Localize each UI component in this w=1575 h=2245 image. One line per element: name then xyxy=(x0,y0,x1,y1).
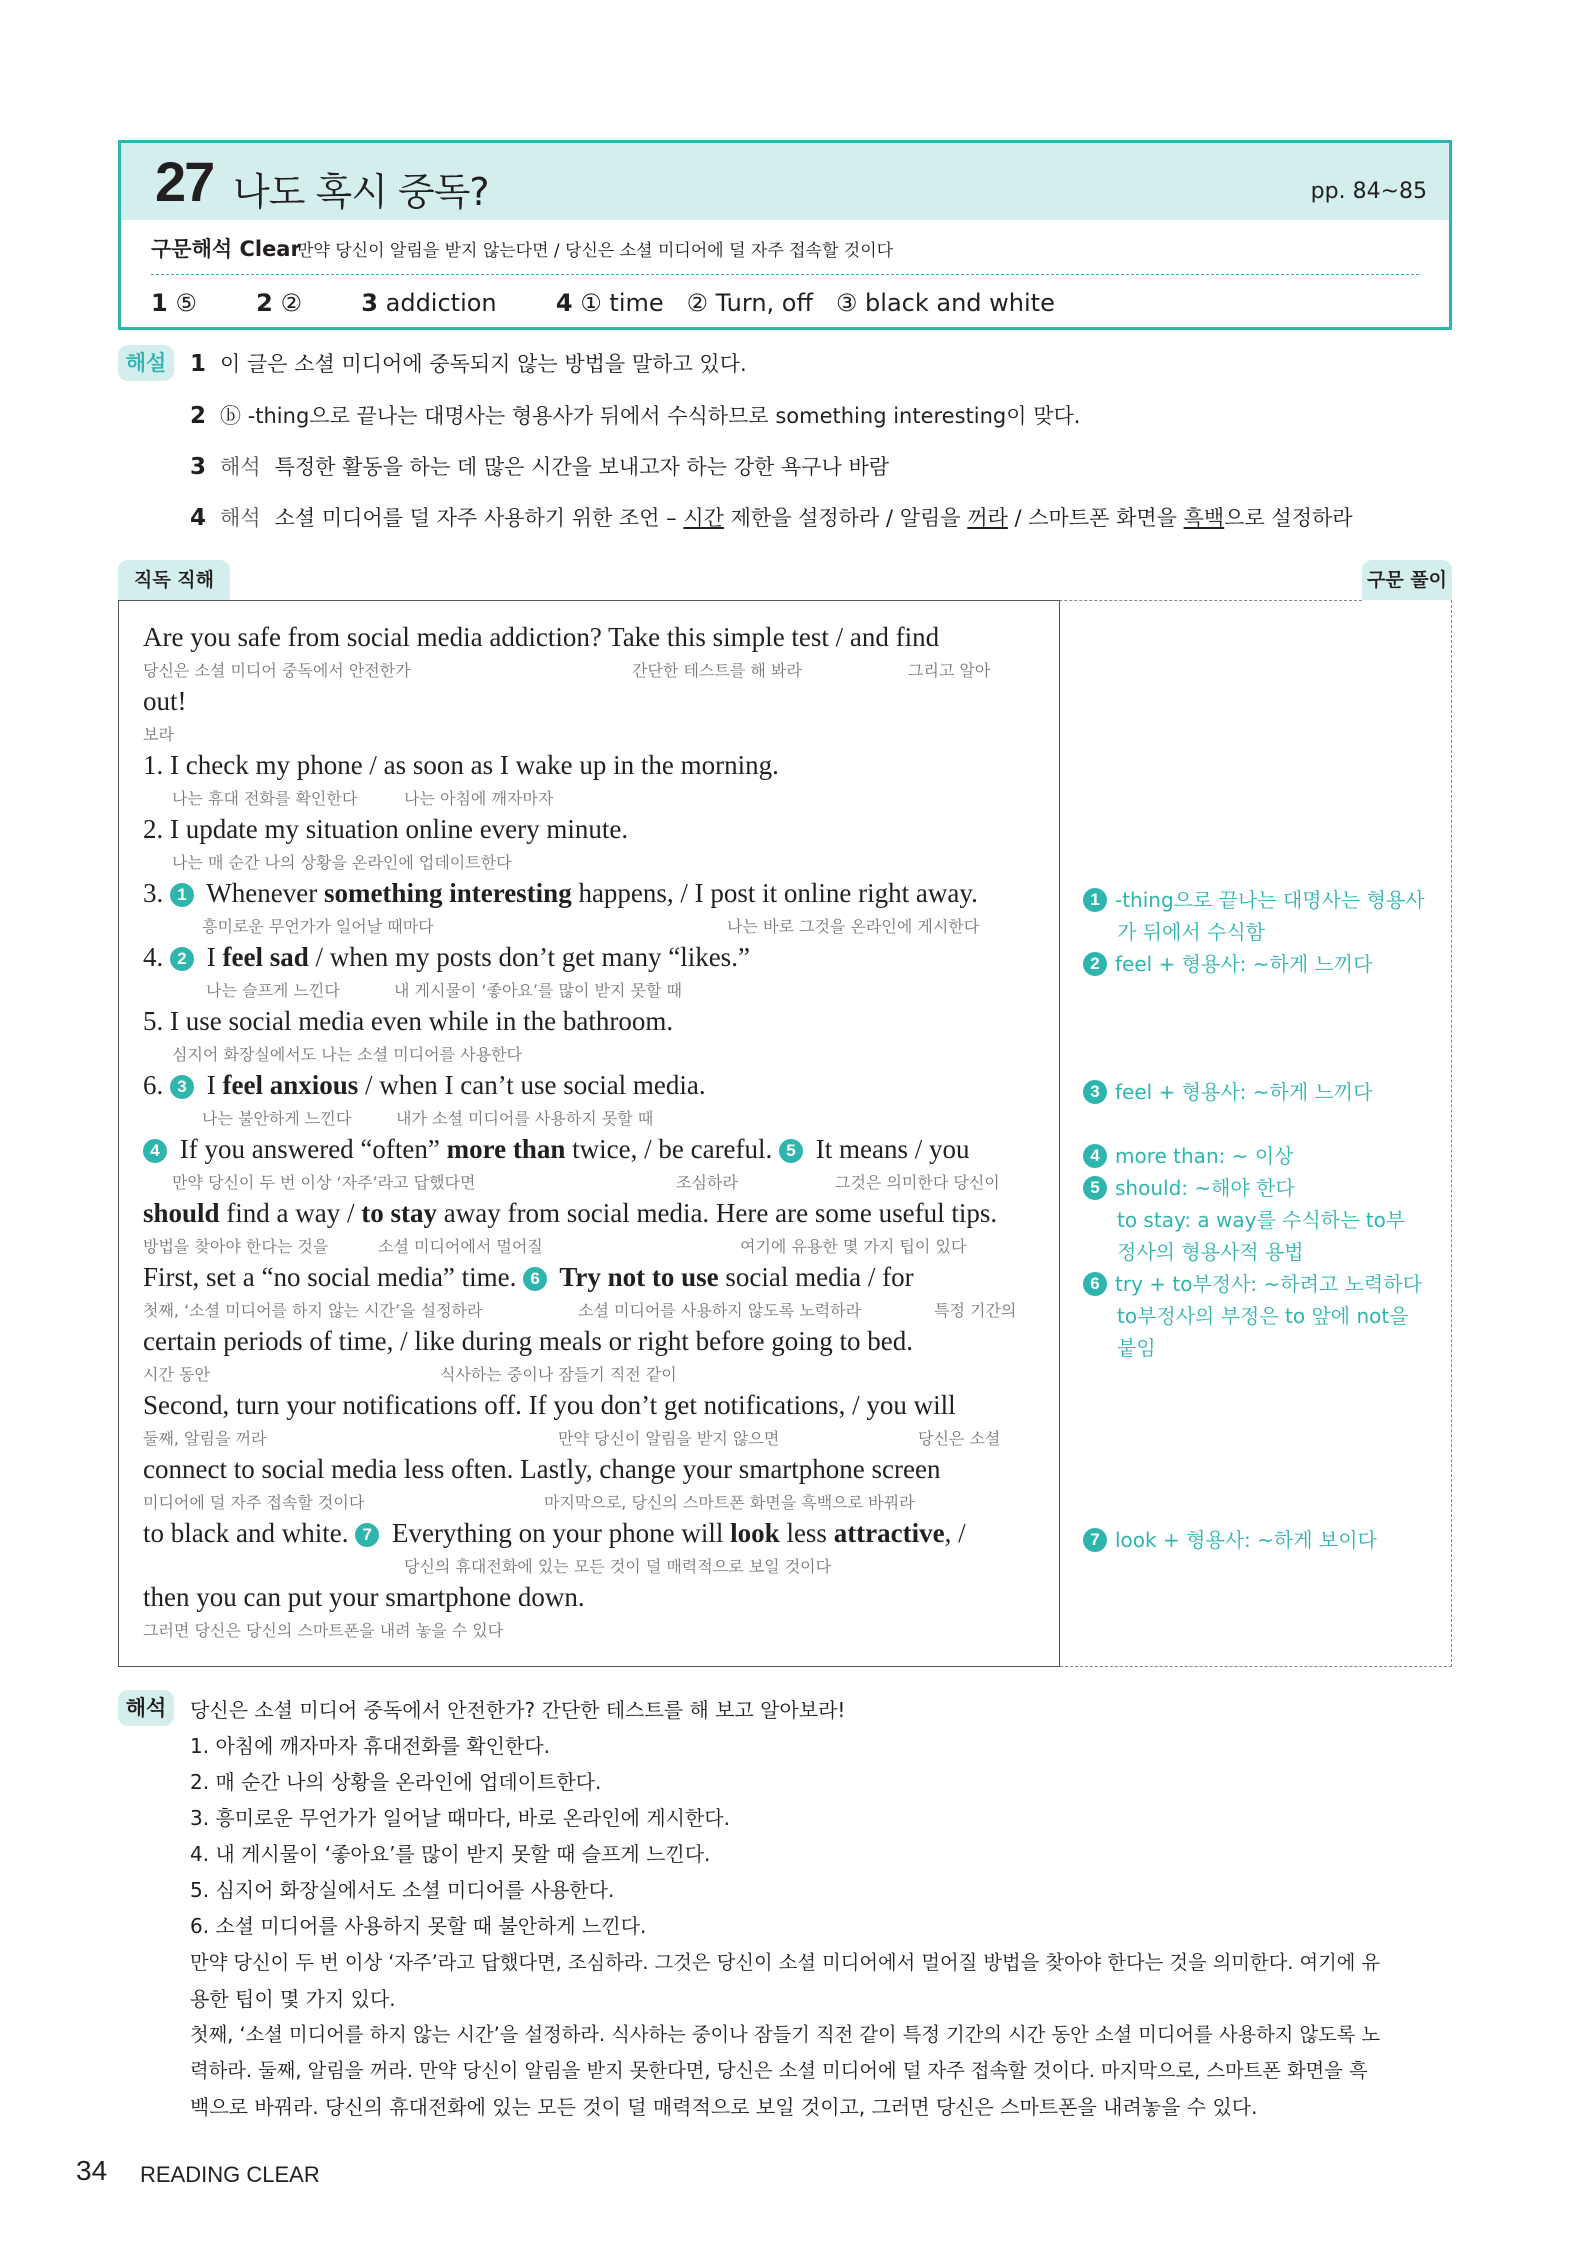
translation-line: 용한 팁이 몇 가지 있다. xyxy=(190,1987,396,2011)
passage-line: then you can put your smartphone down. xyxy=(143,1582,585,1612)
syntax-note xyxy=(1083,1076,1372,1108)
gloss: 당신은 소셜 미디어 중독에서 안전한가 xyxy=(143,661,411,680)
passage-text: twice, / be careful. xyxy=(565,1134,780,1164)
notes-box xyxy=(1060,600,1452,1667)
gloss: 소셜 미디어에서 멀어질 xyxy=(378,1237,543,1256)
answer-num: 1 xyxy=(151,289,168,317)
answer-num: 4 xyxy=(555,289,573,317)
answer-blank: 흑백 xyxy=(1183,506,1225,530)
gloss: 특정 기간의 xyxy=(934,1301,1017,1320)
tab-direct-reading: 직독 직해 xyxy=(118,560,230,600)
note-marker: 4 xyxy=(143,1139,167,1163)
gloss: 여기에 유용한 몇 가지 팁이 있다 xyxy=(740,1237,967,1256)
unit-title-bar xyxy=(121,143,1449,220)
explanation-num: 1 xyxy=(190,351,207,377)
gloss: 나는 휴대 전화를 확인한다 xyxy=(172,789,358,808)
passage-text: Whenever xyxy=(200,878,324,908)
key-phrase: Try not to use xyxy=(553,1262,719,1292)
passage-line: connect to social media less often. Lastly, change your smartphone screen xyxy=(143,1454,941,1484)
gloss: 보라 xyxy=(143,725,174,744)
translation-line: 1. 아침에 깨자마자 휴대전화를 확인한다. xyxy=(190,1734,550,1758)
passage-text: away from social media. Here are some useful tips. xyxy=(437,1198,998,1228)
gloss: 그러면 당신은 당신의 스마트폰을 내려 놓을 수 있다 xyxy=(143,1621,504,1640)
key-phrase: look xyxy=(730,1518,780,1548)
passage-line: Are you safe from social media addiction? Take this simple test / and find xyxy=(143,622,940,652)
gloss: 방법을 찾아야 한다는 것을 xyxy=(143,1237,329,1256)
answer-value: ① time ② Turn, off ③ black and white xyxy=(580,289,1055,317)
passage-line: out! xyxy=(143,686,187,716)
note-marker: 5 xyxy=(779,1139,803,1163)
answer-blank: 꺼라 xyxy=(967,506,1008,530)
passage-text: I xyxy=(200,1070,223,1100)
passage-text: It means / you xyxy=(809,1134,970,1164)
passage-text: I xyxy=(200,942,223,972)
note-text: feel + 형용사: ~하게 느끼다 xyxy=(1115,952,1373,976)
gloss: 소셜 미디어를 사용하지 않도록 노력하라 xyxy=(578,1301,862,1320)
note-marker: 1 xyxy=(170,883,194,907)
passage-line: 1. I check my phone / as soon as I wake up in the morning. xyxy=(143,750,779,780)
note-marker: 2 xyxy=(1083,952,1107,976)
passage-text: / when my posts don’t get many “likes.” xyxy=(308,942,750,972)
note-text: look + 형용사: ~하게 보이다 xyxy=(1115,1528,1377,1552)
syntax-note xyxy=(1083,884,1425,948)
passage-line xyxy=(143,1518,966,1549)
passage-line: 5. I use social media even while in the bathroom. xyxy=(143,1006,674,1036)
passage-line: certain periods of time, / like during meals or right before going to bed. xyxy=(143,1326,914,1356)
passage-line xyxy=(143,942,750,973)
gloss: 조심하라 xyxy=(676,1173,738,1192)
key-phrase: feel sad xyxy=(222,942,309,972)
gloss: 나는 매 순간 나의 상황을 온라인에 업데이트한다 xyxy=(172,853,512,872)
header-divider xyxy=(151,274,1419,275)
gloss: 당신의 휴대전화에 있는 모든 것이 덜 매력적으로 보일 것이다 xyxy=(404,1557,832,1576)
explanation-line xyxy=(190,348,747,378)
translation-line: 력하라. 둘째, 알림을 꺼라. 만약 당신이 알림을 받지 못한다면, 당신은 소셜 미디어에 덜 자주 접속할 것이다. 마지막으로, 스마트폰 화면을 흑 xyxy=(190,2059,1368,2082)
gloss: 나는 아침에 깨자마자 xyxy=(404,789,554,808)
translation-line: 당신은 소셜 미디어 중독에서 안전한가? 간단한 테스트를 해 보고 알아보라! xyxy=(190,1698,846,1722)
note-text: to stay: a way를 수식하는 to부 xyxy=(1117,1208,1406,1232)
translation-line: 백으로 바꿔라. 당신의 휴대전화에 있는 모든 것이 덜 매력적으로 보일 것이고, 그러면 당신은 스마트폰을 내려놓을 수 있다. xyxy=(190,2095,1258,2119)
gloss: 미디어에 덜 자주 접속할 것이다 xyxy=(143,1493,365,1512)
explanation-num: 2 xyxy=(190,403,207,429)
answer-num: 2 xyxy=(256,289,273,317)
syntax-note xyxy=(1083,1140,1293,1172)
syntax-note xyxy=(1083,948,1372,980)
translation-line: 6. 소셜 미디어를 사용하지 못할 때 불안하게 느낀다. xyxy=(190,1914,647,1938)
translation-line: 2. 매 순간 나의 상황을 온라인에 업데이트한다. xyxy=(190,1770,602,1794)
translation-label: 해석 xyxy=(220,506,261,530)
explanation-text: 으로 설정하라 xyxy=(1224,506,1353,530)
answer-num: 3 xyxy=(361,289,378,317)
passage-text: If you answered “often” xyxy=(173,1134,447,1164)
passage-text: to black and white. xyxy=(143,1518,356,1548)
gloss: 그리고 알아 xyxy=(908,661,991,680)
gloss: 만약 당신이 두 번 이상 ‘자주’라고 답했다면 xyxy=(172,1173,476,1192)
gloss: 내가 소셜 미디어를 사용하지 못할 때 xyxy=(396,1109,654,1128)
note-marker: 1 xyxy=(1083,888,1107,912)
note-marker: 6 xyxy=(523,1267,547,1291)
key-phrase: feel anxious xyxy=(222,1070,359,1100)
explanation-text: 이 글은 소셜 미디어에 중독되지 않는 방법을 말하고 있다. xyxy=(220,352,747,376)
note-marker: 7 xyxy=(355,1523,379,1547)
note-marker: 6 xyxy=(1083,1272,1107,1296)
passage-text: Everything on your phone will xyxy=(385,1518,731,1548)
gloss: 마지막으로, 당신의 스마트폰 화면을 흑백으로 바꿔라 xyxy=(544,1493,915,1512)
passage-line xyxy=(143,878,978,909)
translation-line: 첫째, ‘소셜 미디어를 하지 않는 시간’을 설정하라. 식사하는 중이나 잠들기 직전 같이 특정 기간의 시간 동안 소셜 미디어를 사용하지 않도록 노 xyxy=(190,2023,1381,2046)
gloss: 간단한 테스트를 해 봐라 xyxy=(632,661,802,680)
explanation-text: ⓑ -thing으로 끝나는 대명사는 형용사가 뒤에서 수식하므로 something interesting이 맞다. xyxy=(220,404,1081,428)
answer-value: ⑤ xyxy=(175,289,197,317)
note-text: should: ~해야 한다 xyxy=(1115,1176,1295,1200)
gloss: 그것은 의미한다 당신이 xyxy=(835,1173,1000,1192)
gloss: 첫째, ‘소셜 미디어를 하지 않는 시간’을 설정하라 xyxy=(143,1301,483,1320)
note-marker: 5 xyxy=(1083,1176,1107,1200)
translation-line: 4. 내 게시물이 ‘좋아요’를 많이 받지 못할 때 슬프게 느낀다. xyxy=(190,1842,711,1866)
note-text: 정사의 형용사적 용법 xyxy=(1117,1240,1304,1264)
explanation-line xyxy=(190,400,1080,430)
passage-line xyxy=(143,1262,914,1293)
gumun-label: 구문해석 Clear xyxy=(151,237,301,261)
gloss: 나는 불안하게 느낀다 xyxy=(202,1109,352,1128)
haeseol-badge: 해설 xyxy=(118,345,174,381)
translation-line: 5. 심지어 화장실에서도 소셜 미디어를 사용한다. xyxy=(190,1878,615,1902)
explanation-num: 4 xyxy=(190,505,207,531)
note-marker: 2 xyxy=(170,947,194,971)
unit-number: 27 xyxy=(155,150,214,213)
passage-text: less xyxy=(779,1518,834,1548)
item-number: 3. xyxy=(143,878,170,908)
translation-line: 만약 당신이 두 번 이상 ‘자주’라고 답했다면, 조심하라. 그것은 당신이 소셜 미디어에서 멀어질 방법을 찾아야 한다는 것을 의미한다. 여기에 유 xyxy=(190,1951,1381,1974)
translation-badge: 해석 xyxy=(118,1690,174,1726)
key-phrase: should xyxy=(143,1198,220,1228)
syntax-note xyxy=(1083,1524,1377,1556)
item-number: 4. xyxy=(143,942,170,972)
note-text: feel + 형용사: ~하게 느끼다 xyxy=(1115,1080,1373,1104)
passage-line: 2. I update my situation online every minute. xyxy=(143,814,629,844)
answer-value: ② xyxy=(280,289,302,317)
note-marker: 4 xyxy=(1083,1144,1107,1168)
answer-blank: 시간 xyxy=(683,506,724,530)
key-phrase: to stay xyxy=(361,1198,438,1228)
gumun-text: 만약 당신이 알림을 받지 않는다면 / 당신은 소셜 미디어에 덜 자주 접속할 것이다 xyxy=(297,241,894,261)
explanation-text: 소셜 미디어를 덜 자주 사용하기 위한 조언 – xyxy=(274,506,684,530)
passage-line xyxy=(143,1134,970,1165)
passage-text: / when I can’t use social media. xyxy=(358,1070,706,1100)
page-number: 34 xyxy=(76,2155,108,2186)
translation-line: 3. 흥미로운 무언가가 일어날 때마다, 바로 온라인에 게시한다. xyxy=(190,1806,730,1830)
explanation-text: 제한을 설정하라 / 알림을 xyxy=(723,506,968,530)
item-number: 6. xyxy=(143,1070,170,1100)
explanation-text: 특정한 활동을 하는 데 많은 시간을 보내고자 하는 강한 욕구나 바람 xyxy=(274,455,890,479)
answer-key xyxy=(151,289,1063,317)
tab-syntax-notes: 구문 풀이 xyxy=(1362,560,1452,600)
note-marker: 3 xyxy=(170,1075,194,1099)
answer-value: addiction xyxy=(385,289,497,317)
passage-line xyxy=(143,1070,706,1101)
gloss: 흥미로운 무언가가 일어날 때마다 xyxy=(202,917,434,936)
explanation-num: 3 xyxy=(190,454,207,480)
passage-line xyxy=(143,1198,997,1229)
passage-text: First, set a “no social media” time. xyxy=(143,1262,524,1292)
explanation-line xyxy=(190,451,889,481)
gloss: 식사하는 중이나 잠들기 직전 같이 xyxy=(440,1365,677,1384)
passage-text: , / xyxy=(944,1518,966,1548)
passage-text: find a way / xyxy=(219,1198,362,1228)
note-marker: 7 xyxy=(1083,1528,1107,1552)
note-text: 가 뒤에서 수식함 xyxy=(1117,920,1265,944)
key-phrase: attractive xyxy=(833,1518,945,1548)
passage-line: Second, turn your notifications off. If you don’t get notifications, / you will xyxy=(143,1390,956,1420)
gloss: 둘째, 알림을 꺼라 xyxy=(143,1429,267,1448)
gloss: 시간 동안 xyxy=(143,1365,210,1384)
syntax-note xyxy=(1083,1172,1405,1268)
note-marker: 3 xyxy=(1083,1080,1107,1104)
gloss: 내 게시물이 ‘좋아요’를 많이 받지 못할 때 xyxy=(394,981,682,1000)
passage-text: happens, / I post it online right away. xyxy=(571,878,978,908)
note-text: try + to부정사: ~하려고 노력하다 xyxy=(1115,1272,1422,1296)
passage-text: social media / for xyxy=(718,1262,914,1292)
gloss: 심지어 화장실에서도 나는 소셜 미디어를 사용한다 xyxy=(172,1045,523,1064)
note-text: more than: ~ 이상 xyxy=(1115,1144,1294,1168)
gloss: 나는 슬프게 느낀다 xyxy=(206,981,340,1000)
key-phrase: something interesting xyxy=(323,878,572,908)
explanation-text: / 스마트폰 화면을 xyxy=(1007,506,1184,530)
book-title: READING CLEAR xyxy=(140,2162,320,2187)
page-range: pp. 84~85 xyxy=(1310,179,1427,204)
unit-header xyxy=(118,140,1452,330)
explanation-line xyxy=(190,502,1353,532)
gloss: 만약 당신이 알림을 받지 않으면 xyxy=(558,1429,780,1448)
gloss: 나는 바로 그것을 온라인에 게시한다 xyxy=(727,917,980,936)
note-text: 붙임 xyxy=(1117,1336,1156,1360)
key-phrase: more than xyxy=(446,1134,566,1164)
note-text: to부정사의 부정은 to 앞에 not을 xyxy=(1117,1304,1409,1328)
note-text: -thing으로 끝나는 대명사는 형용사 xyxy=(1115,888,1425,912)
unit-title: 나도 혹시 중독? xyxy=(233,170,489,214)
syntax-note xyxy=(1083,1268,1422,1364)
gloss: 당신은 소셜 xyxy=(918,1429,1001,1448)
translation-label: 해석 xyxy=(220,455,261,479)
